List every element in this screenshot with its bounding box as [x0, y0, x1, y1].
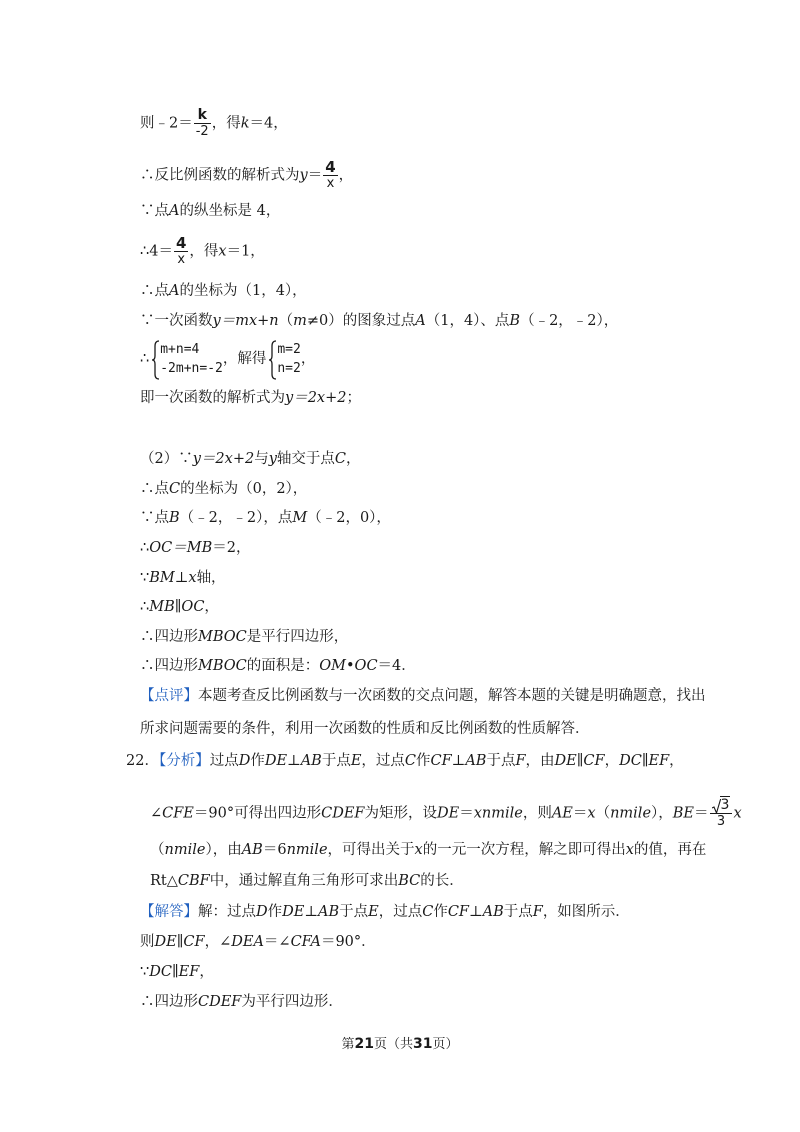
var: y [299, 167, 308, 184]
equation: DC∥EF [149, 964, 200, 980]
text: 则﹣2＝ [140, 115, 193, 132]
equation: CF⊥AB [447, 904, 504, 920]
line-1 [140, 108, 288, 139]
text: ＝ [572, 805, 588, 822]
equation: DE⊥AB [282, 904, 340, 920]
text: 所求问题需要的条件，利用一次函数的性质和反比例函数的性质解答． [140, 721, 590, 737]
line-19 [126, 751, 684, 771]
text: ， [199, 964, 214, 980]
radicand: 3 [720, 797, 730, 813]
equation: y＝mx+n [212, 313, 279, 329]
var: D [256, 904, 268, 920]
comment-tag: 【点评】 [140, 688, 198, 704]
equation: y＝2x+2 [192, 451, 255, 467]
denominator: x [323, 175, 337, 191]
text: 的坐标为（1，4）， [179, 283, 307, 299]
equation: MB∥OC [149, 599, 205, 615]
solution-system [268, 340, 300, 378]
line-24 [140, 932, 376, 952]
var: A [169, 283, 180, 299]
text: ，得 [211, 115, 241, 132]
text: 于点 [503, 904, 533, 920]
text: （﹣2，﹣2）， [520, 313, 619, 329]
brace-icon [151, 340, 161, 380]
var: k [240, 115, 250, 132]
equation-system [151, 340, 223, 378]
footer-text: 第 [341, 1037, 355, 1052]
text: ，过点 [361, 753, 405, 769]
text: 的坐标为（0，2）， [180, 481, 308, 497]
line-13 [140, 568, 226, 588]
var: nmile [164, 842, 206, 858]
text: 轴交于点 [276, 451, 335, 467]
var: E [368, 904, 379, 920]
system-row: -2m+n=-2 [160, 361, 223, 376]
text: ，得 [189, 243, 219, 260]
var: DE [436, 805, 460, 822]
line-26 [140, 992, 343, 1012]
line-9 [140, 449, 361, 469]
denominator: x [174, 251, 188, 267]
text: ， [604, 753, 620, 769]
text: （﹣2，0）， [307, 510, 391, 526]
text: 本题考查反比例函数与一次函数的交点问题，解答本题的关键是明确题意，找出 [198, 688, 706, 704]
equation: OM•OC [319, 658, 378, 674]
line-7 [140, 340, 315, 378]
var: A [169, 203, 180, 219]
text: 作 [433, 904, 448, 920]
text: ），由 [205, 842, 242, 858]
sqrt-fraction [710, 798, 733, 829]
system-row: m+n=4 [160, 342, 200, 357]
text: （ [150, 842, 165, 858]
text: （1，4）、点 [425, 313, 510, 329]
text: 解：过点 [198, 904, 256, 920]
denominator: -2 [195, 124, 209, 139]
text: 的纵坐标是 4， [179, 203, 281, 219]
text: ∴点 [140, 283, 169, 299]
equation: DE∥CF [554, 753, 605, 769]
var: F [515, 753, 526, 769]
numerator [710, 798, 733, 813]
text: ，如图所示． [542, 904, 630, 920]
text: ，由 [525, 753, 555, 769]
text: ∵点 [140, 510, 169, 526]
text: ≠0）的图象过点 [306, 313, 416, 329]
system-row: n=2 [277, 361, 301, 376]
var: E [350, 753, 362, 769]
text: ＝90°． [320, 934, 376, 950]
var: M [292, 510, 308, 526]
text: （﹣2，﹣2），点 [179, 510, 293, 526]
text: （ [595, 805, 611, 822]
text: ∴点 [140, 481, 169, 497]
text: ， [338, 167, 354, 184]
text: 为矩形，设 [364, 805, 437, 822]
fraction [194, 108, 211, 139]
text: ∵ [140, 964, 150, 980]
text: ＝90°可得出四边形 [193, 805, 322, 822]
text: 为平行四边形． [241, 994, 343, 1010]
text: Rt△ [150, 873, 178, 889]
var: AE [551, 805, 573, 822]
text: 是平行四边形， [246, 629, 349, 645]
var: B [169, 510, 180, 526]
var: nmile [610, 805, 652, 822]
line-11 [140, 508, 391, 528]
page-total: 31 [413, 1036, 433, 1052]
var: x [414, 842, 423, 858]
sqrt-sign [712, 798, 731, 813]
line-8 [140, 388, 361, 408]
var: B [509, 313, 521, 329]
footer-text: 页（共 [373, 1037, 413, 1052]
text: 与 [254, 451, 269, 467]
var: CDEF [321, 805, 365, 822]
text: ＝4， [249, 115, 288, 132]
footer-text: 页） [432, 1037, 459, 1052]
equation: DE∥CF [154, 934, 205, 950]
page-footer [0, 1033, 800, 1052]
text: ， [669, 753, 684, 769]
line-2 [140, 160, 353, 191]
text: ）， [651, 805, 673, 822]
line-20 [150, 798, 742, 829]
text: ，解得 [222, 351, 267, 367]
text: ，可得出关于 [327, 842, 415, 858]
text: ＝2， [212, 540, 251, 556]
text: ＝1， [226, 243, 265, 260]
text: 中，通过解直角三角形可求出 [209, 873, 399, 889]
fraction [323, 160, 337, 191]
text: 作 [267, 904, 283, 920]
text: ＝6 [262, 842, 287, 858]
radical-icon [712, 799, 721, 814]
text: 即一次函数的解析式为 [140, 390, 285, 406]
denominator: 3 [710, 813, 733, 829]
text: ∴ [140, 351, 150, 367]
equation: y＝2x+2 [285, 390, 347, 406]
line-6 [140, 311, 618, 331]
text: 轴， [196, 570, 226, 586]
text: ，则 [522, 805, 552, 822]
text: ∴反比例函数的解析式为 [140, 167, 300, 184]
numerator: 4 [325, 158, 336, 176]
equation: MBOC [198, 629, 247, 645]
equation: CDEF [198, 994, 242, 1010]
question-number: 22． [126, 753, 159, 769]
var: C [422, 904, 434, 920]
text: ∵点 [140, 203, 169, 219]
var: C [169, 481, 181, 497]
text: 的一元一次方程，解之即可得出 [422, 842, 626, 858]
text: ＝4． [377, 658, 416, 674]
equation: MBOC [198, 658, 247, 674]
var: CFE [162, 805, 194, 822]
text: ， [300, 351, 316, 367]
var: AB [241, 842, 263, 858]
text: ，过点 [378, 904, 423, 920]
line-17 [140, 686, 706, 706]
line-15 [140, 627, 348, 647]
brace-icon [268, 340, 278, 380]
text: ∴ [140, 540, 150, 556]
text: ； [346, 390, 361, 406]
equation: OC＝MB [149, 540, 213, 556]
text: ， [346, 451, 361, 467]
text: 过点 [209, 753, 239, 769]
var: y [268, 451, 277, 467]
text: 于点 [321, 753, 351, 769]
var: D [238, 753, 251, 769]
line-18 [140, 719, 590, 739]
text: ＝∠ [263, 934, 291, 950]
var: CFA [290, 934, 321, 950]
var: BE [672, 805, 695, 822]
text: ∴四边形 [140, 994, 198, 1010]
var: m [293, 313, 307, 329]
equation: CF⊥AB [430, 753, 487, 769]
var: F [532, 904, 543, 920]
line-16 [140, 656, 416, 676]
text: ∵ [140, 570, 150, 586]
text: 的面积是： [246, 658, 320, 674]
text: （2）∵ [140, 451, 193, 467]
var: CBF [177, 873, 210, 889]
text: 的值，再在 [633, 842, 707, 858]
text: ∴4＝ [140, 243, 173, 260]
answer-tag: 【解答】 [140, 904, 198, 920]
text: 则 [140, 934, 155, 950]
line-14 [140, 597, 219, 617]
var: x [587, 805, 596, 822]
text: ∴四边形 [140, 629, 198, 645]
line-10 [140, 479, 307, 499]
page-number: 21 [354, 1036, 374, 1052]
line-12 [140, 538, 250, 558]
var: x [218, 243, 227, 260]
var: x [625, 842, 634, 858]
line-21 [150, 840, 706, 860]
var: A [415, 313, 426, 329]
var: x [733, 805, 742, 822]
numerator: 4 [175, 234, 187, 252]
fraction [174, 236, 188, 267]
text: 作 [416, 753, 431, 769]
line-23 [140, 902, 630, 922]
var: nmile [286, 842, 328, 858]
line-4 [140, 236, 265, 267]
var: BC [398, 873, 421, 889]
text: 的长． [420, 873, 464, 889]
text: ∴ [140, 599, 150, 615]
numerator: k [197, 107, 207, 123]
text: ∵一次函数 [140, 313, 213, 329]
line-22 [150, 871, 464, 891]
text: ∴四边形 [140, 658, 198, 674]
text: 于点 [339, 904, 369, 920]
line-3 [140, 201, 280, 221]
equation: DE⊥AB [264, 753, 322, 769]
text: ＝ [694, 805, 709, 822]
system-row: m=2 [277, 342, 301, 357]
text: ， [204, 599, 219, 615]
analysis-tag: 【分析】 [158, 753, 210, 769]
text: 作 [250, 753, 265, 769]
var: DEA [231, 934, 264, 950]
text: ＝ [459, 805, 474, 822]
line-25 [140, 962, 214, 982]
var: xnmile [473, 805, 523, 822]
text: （ [278, 313, 294, 329]
var: C [334, 451, 347, 467]
equation: DC∥EF [619, 753, 670, 769]
text: ＝ [307, 167, 323, 184]
equation: BM⊥x [149, 570, 197, 586]
text: ，∠ [204, 934, 232, 950]
var: C [404, 753, 417, 769]
text: ∠ [150, 805, 163, 822]
line-5 [140, 281, 307, 301]
text: 于点 [486, 753, 516, 769]
